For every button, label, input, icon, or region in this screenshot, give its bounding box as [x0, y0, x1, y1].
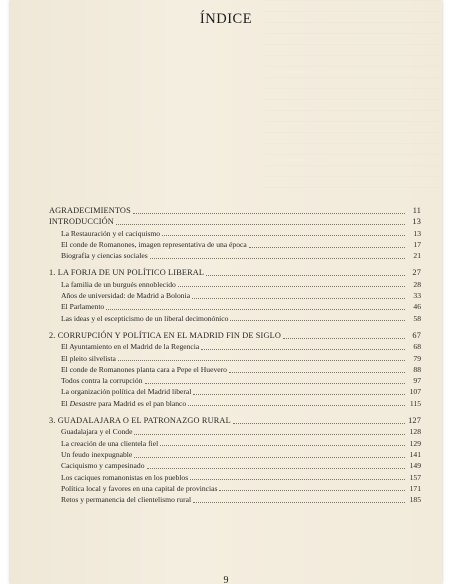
dot-leader — [133, 212, 405, 214]
toc-section-entry — [49, 386, 421, 397]
bleed-through-text — [265, 0, 440, 195]
dot-leader — [162, 234, 405, 236]
dot-leader — [193, 393, 405, 395]
page-number: 9 — [223, 575, 229, 584]
dot-leader — [249, 246, 405, 248]
toc-entry-page: 13 — [412, 217, 421, 227]
toc-entry-title: INTRODUCCIÓN — [49, 217, 114, 227]
toc-entry-page: 129 — [409, 438, 421, 448]
toc-entry-title: Biografía y ciencias sociales — [61, 251, 148, 261]
toc-entry-page: 185 — [409, 495, 421, 505]
toc-entry-title: La organización política del Madrid liberal — [61, 387, 192, 397]
toc-entry-title: El conde de Romanones planta cara a Pepe el Huevero — [61, 364, 227, 374]
dot-leader — [229, 371, 405, 373]
dot-leader — [192, 297, 405, 299]
toc-entry-title: El pleito silvelista — [61, 353, 116, 363]
table-of-contents — [49, 205, 421, 505]
dot-leader — [206, 274, 405, 276]
toc-section-entry — [49, 239, 421, 250]
toc-section-entry — [49, 341, 421, 352]
toc-section-entry — [49, 472, 421, 483]
dot-leader — [201, 348, 405, 350]
toc-entry-page: 128 — [409, 427, 421, 437]
toc-entry-page: 46 — [413, 302, 421, 312]
toc-entry-page: 11 — [412, 206, 421, 215]
toc-entry-page: 79 — [413, 353, 421, 363]
toc-entry-page: 28 — [413, 279, 421, 289]
toc-entry-title: Las ideas y el escepticismo de un liberal decimonónico — [61, 313, 229, 323]
toc-entry-title: El conde de Romanones, imagen representativa de una época — [61, 239, 247, 249]
toc-chapter-entry — [49, 267, 421, 278]
toc-entry-title: El Desastre para Madrid es el pan blanco — [61, 398, 187, 408]
toc-section-entry — [49, 301, 421, 312]
dot-leader — [134, 433, 405, 435]
toc-section-entry — [49, 438, 421, 449]
book-page — [10, 0, 442, 584]
toc-entry-title: La Restauración y el caciquismo — [61, 228, 161, 238]
toc-chapter-entry — [49, 330, 421, 341]
toc-entry-page: 58 — [413, 313, 421, 323]
toc-section-entry — [49, 279, 421, 290]
toc-chapter-entry — [49, 415, 421, 426]
toc-entry-title: Un feudo inexpugnable — [61, 449, 133, 459]
toc-section-entry — [49, 483, 421, 494]
toc-section-entry — [49, 398, 421, 409]
toc-section-entry — [49, 353, 421, 364]
dot-leader — [188, 404, 405, 406]
toc-entry-title: Retos y permanencia del clientelismo rural — [61, 495, 192, 505]
toc-section-entry — [49, 250, 421, 261]
toc-entry-title: Los caciques romanonistas en los pueblos — [61, 472, 189, 482]
dot-leader — [160, 444, 405, 446]
toc-entry-title: Caciquismo y campesinado — [61, 461, 145, 471]
toc-entry-title: 3. GUADALAJARA O EL PATRONAZGO RURAL — [49, 416, 231, 426]
dot-leader — [219, 489, 405, 491]
toc-section-entry — [49, 375, 421, 386]
toc-entry-title: El Parlamento — [61, 302, 105, 312]
toc-entry-title: Todos contra la corrupción — [61, 376, 143, 386]
toc-entry-page: 107 — [409, 387, 421, 397]
toc-entry-title: Política local y favores en una capital de provincias — [61, 483, 218, 493]
toc-entry-title: La familia de un burgués ennoblecido — [61, 279, 176, 289]
toc-entry-title: El Ayuntamiento en el Madrid de la Regencia — [61, 342, 200, 352]
toc-entry-title: Años de universidad: de Madrid a Bolonia — [61, 291, 191, 301]
toc-entry-page: 88 — [413, 364, 421, 374]
dot-leader — [283, 337, 405, 339]
toc-section-entry — [49, 228, 421, 239]
dot-leader — [134, 456, 405, 458]
toc-entry-page: 13 — [413, 228, 421, 238]
toc-entry-title: 1. LA FORJA DE UN POLÍTICO LIBERAL — [49, 268, 205, 278]
toc-section-entry — [49, 494, 421, 505]
dot-leader — [145, 382, 406, 384]
toc-entry-page: 157 — [409, 472, 421, 482]
toc-entry-page: 21 — [413, 251, 421, 261]
dot-leader — [178, 285, 405, 287]
dot-leader — [116, 223, 405, 225]
toc-section-entry — [49, 313, 421, 324]
toc-entry-page: 141 — [409, 449, 421, 459]
page-title: ÍNDICE — [199, 11, 253, 27]
toc-entry-title: Guadalajara y el Conde — [61, 427, 133, 437]
toc-section-entry — [49, 460, 421, 471]
dot-leader — [147, 467, 405, 469]
toc-entry-page: 33 — [413, 291, 421, 301]
toc-entry-page: 127 — [408, 416, 421, 426]
dot-leader — [190, 478, 405, 480]
toc-entry-page: 149 — [409, 461, 421, 471]
toc-entry-title: AGRADECIMIENTOS — [49, 206, 131, 215]
toc-section-entry — [49, 290, 421, 301]
toc-entry-page: 171 — [409, 483, 421, 493]
toc-entry-page: 27 — [412, 268, 421, 278]
toc-entry-page: 67 — [412, 330, 421, 340]
toc-entry-page: 17 — [413, 239, 421, 249]
toc-entry-page: 97 — [413, 376, 421, 386]
toc-chapter-entry — [49, 216, 421, 227]
toc-entry-page: 68 — [413, 342, 421, 352]
toc-section-entry — [49, 426, 421, 437]
toc-entry-title: La creación de una clientela fiel — [61, 438, 159, 448]
toc-chapter-entry — [49, 205, 421, 216]
dot-leader — [230, 319, 405, 321]
dot-leader — [233, 422, 405, 424]
dot-leader — [150, 257, 405, 259]
toc-entry-page: 115 — [409, 398, 421, 408]
toc-entry-title: 2. CORRUPCIÓN Y POLÍTICA EN EL MADRID FIN DE SIGLO — [49, 330, 281, 340]
dot-leader — [193, 501, 405, 503]
dot-leader — [106, 308, 405, 310]
toc-section-entry — [49, 364, 421, 375]
toc-section-entry — [49, 449, 421, 460]
dot-leader — [118, 359, 405, 361]
